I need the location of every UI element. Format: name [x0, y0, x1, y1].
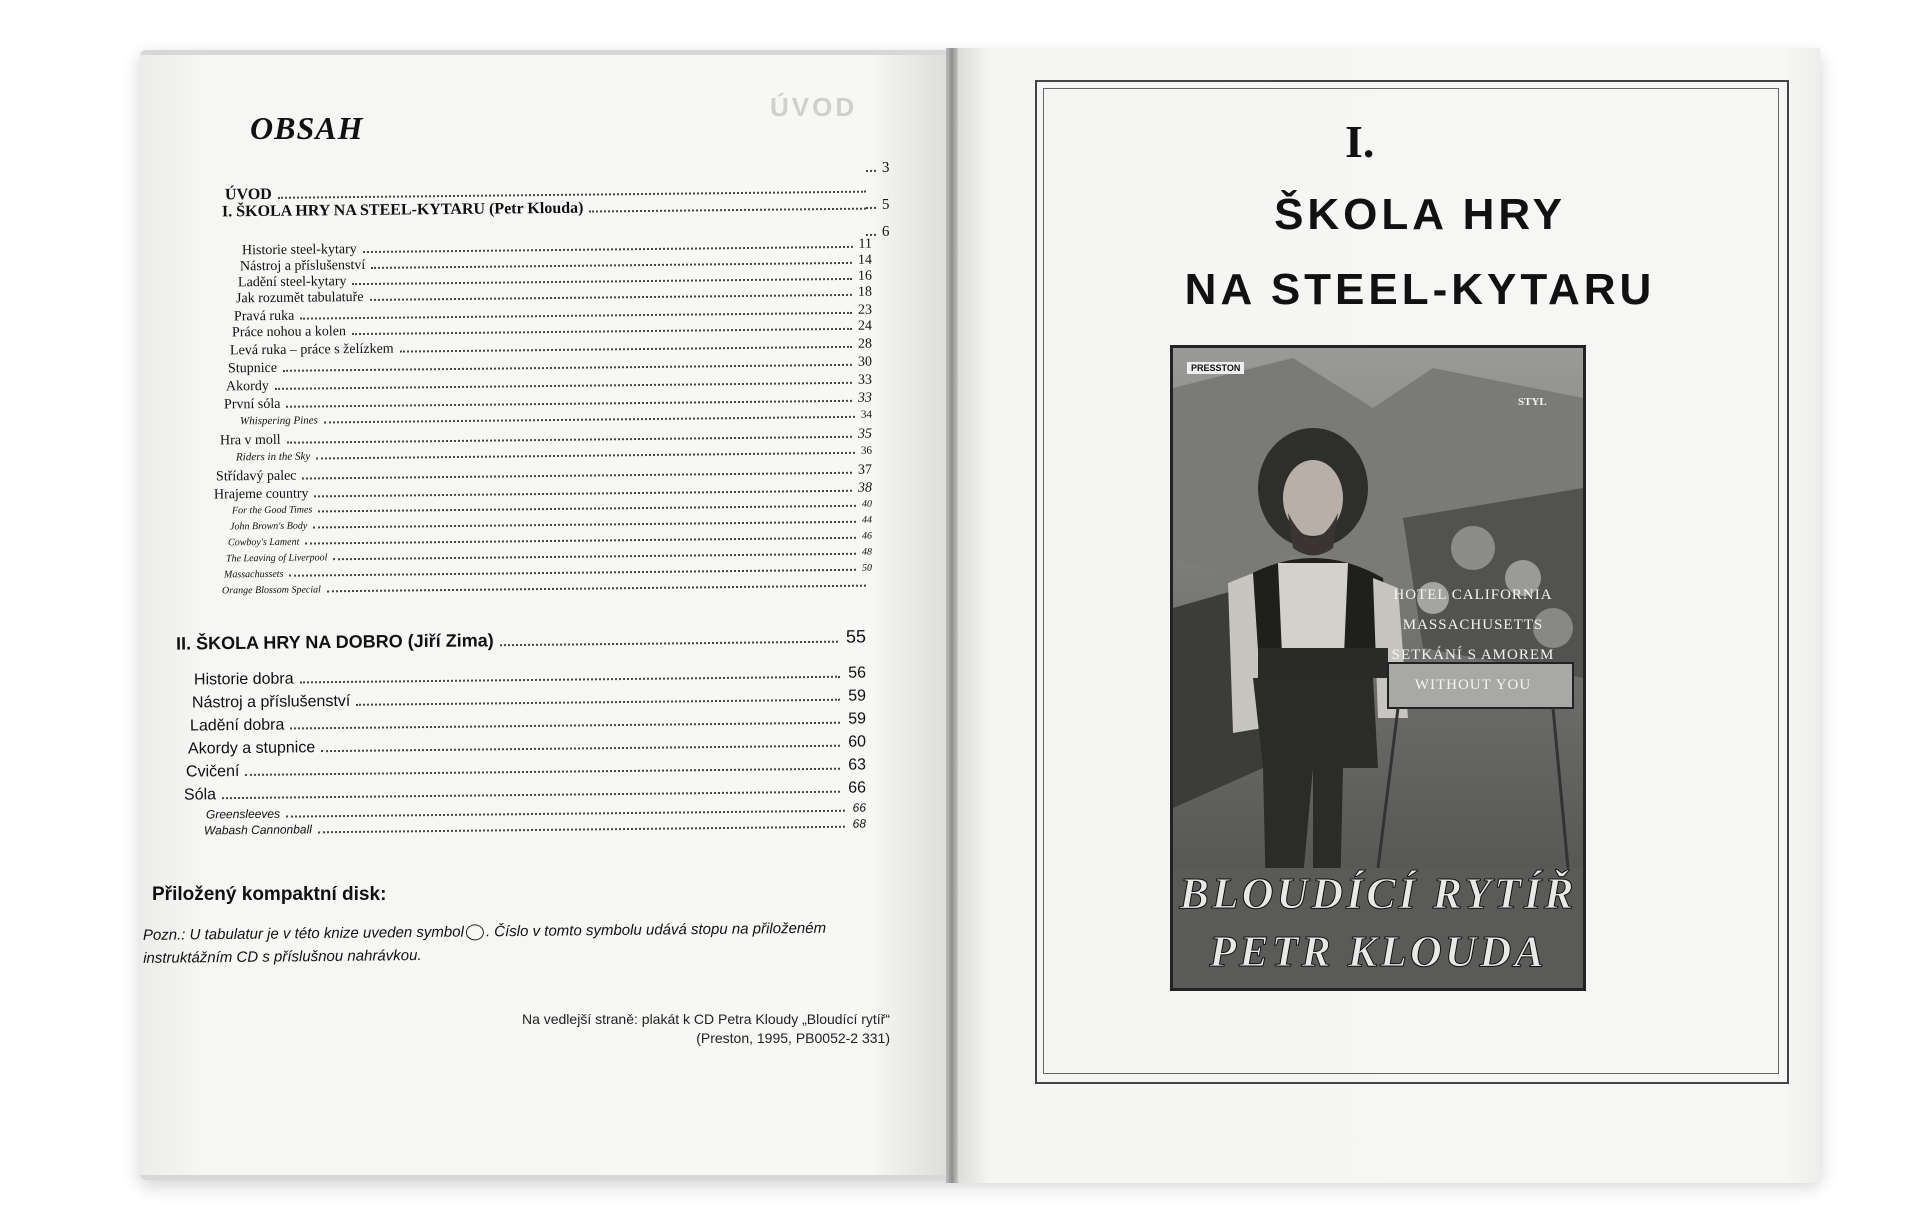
toc-steel-dot-leader [400, 346, 852, 353]
toc-dobro-entry-title: Greensleeves [205, 806, 281, 822]
toc-steel-dot-leader [303, 472, 853, 480]
toc-steel-entry-page-number: 24 [857, 318, 873, 334]
toc-steel-entry-title: John Brown's Body [229, 520, 308, 533]
toc-steel-dot-leader [371, 262, 852, 269]
cd-note-text-end: . Číslo v tomto symbolu udává stopu na přiloženém instruktážním CD s příslušnou nahrávkou. [143, 919, 827, 967]
toc-dobro-entry-page-number: 60 [848, 733, 867, 751]
toc-steel-entry-title: ÚVOD [224, 185, 272, 204]
toc-steel-entry-page-number: 18 [857, 284, 873, 300]
poster-brand-label: PRESSTON [1187, 362, 1244, 374]
cd-poster-image [1170, 345, 1586, 991]
toc-steel-dot-leader [300, 312, 852, 320]
toc-steel-entry-title: Hrajeme country [213, 486, 309, 503]
toc-steel-entry-title: Orange Blossom Special [221, 584, 321, 597]
toc-steel-dot-leader [283, 364, 852, 372]
toc-steel-entry-title: Ladění steel-kytary [237, 274, 347, 291]
toc-steel-entry-page-number: 46 [861, 530, 873, 542]
toc-steel-entry-page-number: 11 [858, 236, 873, 252]
toc-steel-entry-title: Jak rozumět tabulatuře [235, 289, 364, 307]
toc-dobro-entry-page-number: 68 [852, 816, 867, 831]
cd-heading: Přiložený kompaktní disk: [152, 884, 387, 905]
show-through-heading: ÚVOD [770, 92, 858, 122]
toc-steel-entry [860, 159, 890, 177]
toc-dobro-entry-title: Sóla [183, 786, 217, 804]
toc-dobro-entry-title: Historie dobra [193, 670, 294, 689]
toc-dobro-dot-leader [300, 676, 841, 684]
toc-dobro-dot-leader [356, 699, 840, 706]
toc-steel-entry-title: Historie steel-kytary [241, 242, 357, 259]
toc-steel-entry-title: Whispering Pines [239, 414, 318, 428]
toc-steel-entry-title: První sóla [223, 396, 281, 413]
part-title-line-1: ŠKOLA HRY [1274, 190, 1566, 239]
toc-steel-entry-page-number: 23 [857, 302, 873, 318]
toc-steel-entry-page-number: 44 [861, 514, 873, 526]
toc-dobro-entry-page-number: 55 [845, 626, 867, 647]
toc-steel-entry-page-number: 38 [857, 480, 873, 496]
toc-steel-entry-title: Střídavý palec [215, 468, 297, 485]
poster-track-title: HOTEL CALIFORNIA [1393, 587, 1553, 603]
toc-steel-dot-leader [289, 569, 856, 577]
toc-steel-dot-leader [318, 505, 856, 513]
poster-artist-name: PETR KLOUDA [1209, 927, 1547, 976]
toc-steel-entry-title: Massachussets [223, 568, 284, 581]
poster-track-title: SETKÁNÍ S AMOREM [1391, 647, 1555, 663]
toc-steel-entry-page-number: 16 [857, 268, 873, 284]
toc-steel-entry-title: Cowboy's Lament [227, 536, 300, 549]
toc-steel-dot-leader [286, 400, 852, 408]
book-spine [946, 48, 958, 1183]
toc-steel-dot-leader [324, 416, 855, 424]
toc-steel-entry-page-number: 48 [861, 546, 873, 558]
cd-note [143, 916, 888, 970]
toc-dobro-dot-leader [318, 826, 845, 834]
poster-caption-line-2: (Preston, 1995, PB0052-2 331) [696, 1030, 890, 1046]
toc-steel-entry-page-number: 40 [861, 498, 873, 510]
poster-caption-line-1: Na vedlejší straně: plakát k CD Petra Kloudy „Bloudící rytíř“ [521, 1011, 890, 1027]
toc-dobro-entry-page-number: 59 [848, 687, 867, 705]
toc-steel-entry-title: Práce nohou a kolen [231, 324, 347, 341]
toc-dobro-dot-leader [286, 810, 845, 818]
toc-steel-dot-leader [313, 521, 856, 529]
toc-steel-entry-title: Hra v moll [219, 432, 281, 449]
toc-dobro-entry-page-number: 56 [848, 664, 867, 682]
toc-dobro-entry-title: Wabash Cannonball [203, 822, 312, 838]
toc-dobro-dot-leader [222, 791, 840, 799]
toc-steel-entry-title: I. ŠKOLA HRY NA STEEL-KYTARU (Petr Klouda) [221, 199, 584, 221]
toc-steel-dot-leader [333, 553, 856, 560]
toc-steel-dot-leader [589, 208, 866, 213]
toc-steel-dot-leader [352, 328, 852, 335]
toc-steel-dot-leader [275, 382, 852, 390]
toc-steel-entry-page-number: 14 [857, 252, 873, 268]
toc-steel-entry-title: Akordy [225, 378, 269, 395]
toc-steel-entry-page-number: 33 [857, 390, 873, 406]
toc-steel-dot-leader [866, 234, 876, 236]
poster-caption [470, 1010, 890, 1048]
poster-track-title: WITHOUT YOU [1414, 677, 1532, 693]
toc-title: OBSAH [250, 110, 364, 146]
poster-track-title: MASSACHUSETTS [1402, 617, 1544, 633]
toc-steel-entry-page-number: 35 [857, 426, 873, 442]
toc-steel-entry-page-number: 50 [861, 562, 873, 574]
poster-style-label: STYL [1518, 396, 1547, 408]
toc-dobro-dot-leader [245, 768, 840, 776]
toc-dobro-entry-page-number: 63 [848, 756, 867, 774]
toc-dobro-dot-leader [290, 722, 840, 730]
toc-steel-dot-leader [352, 278, 852, 285]
toc-steel-entry-title: Levá ruka – práce s želízkem [229, 341, 394, 359]
part-title-line-2: NA STEEL-KYTARU [1184, 265, 1656, 314]
toc-steel-entry-page-number: 34 [860, 408, 873, 421]
toc-steel-entry-page-number: 28 [857, 336, 873, 352]
toc-steel-dot-leader [287, 436, 852, 444]
toc-steel-entry-title: The Leaving of Liverpool [225, 552, 328, 565]
toc-dobro-entry-title: Cvičení [185, 763, 240, 781]
cd-note-text-start: Pozn.: U tabulatur je v této knize uveden symbol [142, 923, 464, 944]
toc-dobro-entry-title: Akordy a stupnice [187, 739, 316, 758]
toc-steel-entry-title: For the Good Times [231, 504, 313, 517]
toc-dobro-dot-leader [321, 745, 840, 752]
toc-steel-dot-leader [363, 246, 853, 253]
poster-album-title: BLOUDÍCÍ RYTÍŘ [1179, 869, 1577, 918]
toc-steel-entry-page-number: 5 [881, 196, 890, 213]
toc-dobro-entry-page-number: 59 [848, 710, 867, 728]
toc-dobro-dot-leader [500, 641, 838, 647]
toc-steel-dot-leader [305, 537, 856, 545]
part-number: I. [1345, 116, 1375, 167]
toc-steel-entry-page-number: 33 [857, 372, 873, 388]
toc-dobro-entry-title: Ladění dobra [189, 716, 285, 735]
toc-steel-entry-page-number: 36 [860, 444, 873, 457]
toc-dobro-entry-page-number: 66 [848, 779, 867, 797]
toc-steel-entry-page-number: 6 [881, 223, 890, 240]
toc-steel-entry-title: Riders in the Sky [235, 450, 311, 464]
toc-steel-entry-title: Nástroj a příslušenství [239, 257, 366, 275]
toc-steel-dot-leader [327, 585, 866, 593]
toc-dobro-entry-page-number: 66 [852, 800, 867, 815]
toc-steel-dot-leader [866, 170, 876, 172]
toc-steel-entry-page-number: 30 [857, 354, 873, 370]
cd-track-symbol-icon [466, 924, 484, 940]
toc-steel-entry-page-number: 3 [881, 159, 890, 176]
left-page [140, 55, 950, 1175]
toc-steel-entry-page-number: 37 [857, 462, 873, 478]
toc-steel-dot-leader [370, 294, 852, 301]
poster-track-list [1368, 580, 1578, 700]
toc-dobro-entry-title: Nástroj a příslušenství [191, 692, 351, 712]
toc-steel-dot-leader [314, 490, 852, 498]
toc-dobro-entry-title: II. ŠKOLA HRY NA DOBRO (Jiří Zima) [175, 630, 494, 654]
toc-steel-dot-leader [316, 452, 855, 460]
toc-steel-entry-title: Pravá ruka [233, 308, 295, 325]
toc-steel-entry-title: Stupnice [227, 360, 278, 377]
